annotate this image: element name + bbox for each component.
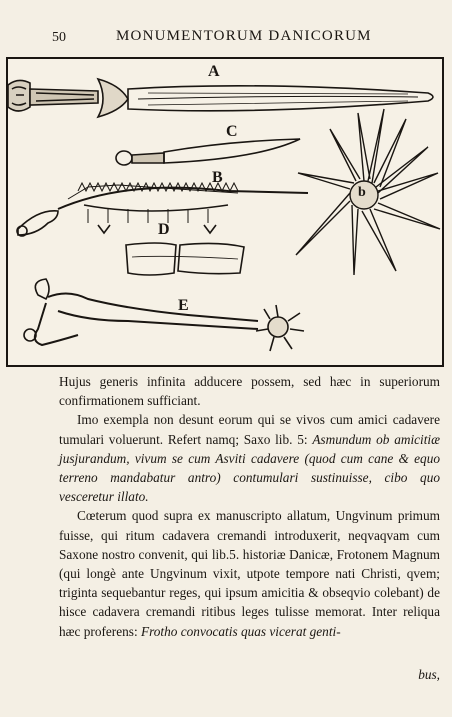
catchword: bus, <box>418 667 440 682</box>
body-text <box>59 372 440 641</box>
paragraph-1: Hujus generis infinita adducere possem, sed hæc in superiorum confirmationem sufficiant. <box>59 374 440 409</box>
page-number: 50 <box>52 30 66 45</box>
figure-label-b-spur: b <box>358 185 366 200</box>
running-title: MONUMENTORUM DANICORUM <box>116 28 372 44</box>
figure-label-e: E <box>178 297 189 314</box>
paragraph-3-text: Cœterum quod supra ex manuscripto allatum, Ungvinum primum fuisse, qui ritum cadavera cremandi introduxerit, neqvaqvam cum Saxone nostro convenit, qui lib.5. historiæ Danicæ, Frotonem Magnum (qui longè ante Ungvinum vixit, utpote tempore nati Christi, qvem; triginta sequebantur reges, qui ipsum amicitia & obseqvio colebant) de hisce cadavera cremandi ritibus leges tulisse memorat. Inter reliqua hæc proferens: <box>59 508 440 639</box>
figure-label-a: A <box>208 63 220 80</box>
fragment-d <box>126 243 244 275</box>
engraving-drawing <box>8 59 442 365</box>
spur-e <box>24 279 304 351</box>
paragraph-2 <box>59 410 440 506</box>
knife-c <box>116 139 300 165</box>
engraving-plate <box>6 57 444 367</box>
paragraph-3 <box>59 506 440 640</box>
paragraph-3-quote: Frotho convocatis quas vicerat genti- <box>140 623 341 639</box>
paragraph-2-quote: Asmundum ob amicitiæ jusjurandum, vivum se cum Asviti cadavere (quod cum cane & equo terreno mandabatur antro) contumulari sustinuisse, cibo quo vesceretur illato. <box>59 431 440 505</box>
figure-label-b: B <box>212 169 223 186</box>
figure-label-d: D <box>158 221 170 238</box>
figure-label-c: C <box>226 123 238 140</box>
sword-a <box>8 79 433 117</box>
rowel-star <box>296 109 440 275</box>
paragraph-2-text: Imo exempla non desunt eorum qui se vivos cum amici cadavere tumulari voluerunt. Refert namq; Saxo lib. 5: <box>59 412 440 447</box>
